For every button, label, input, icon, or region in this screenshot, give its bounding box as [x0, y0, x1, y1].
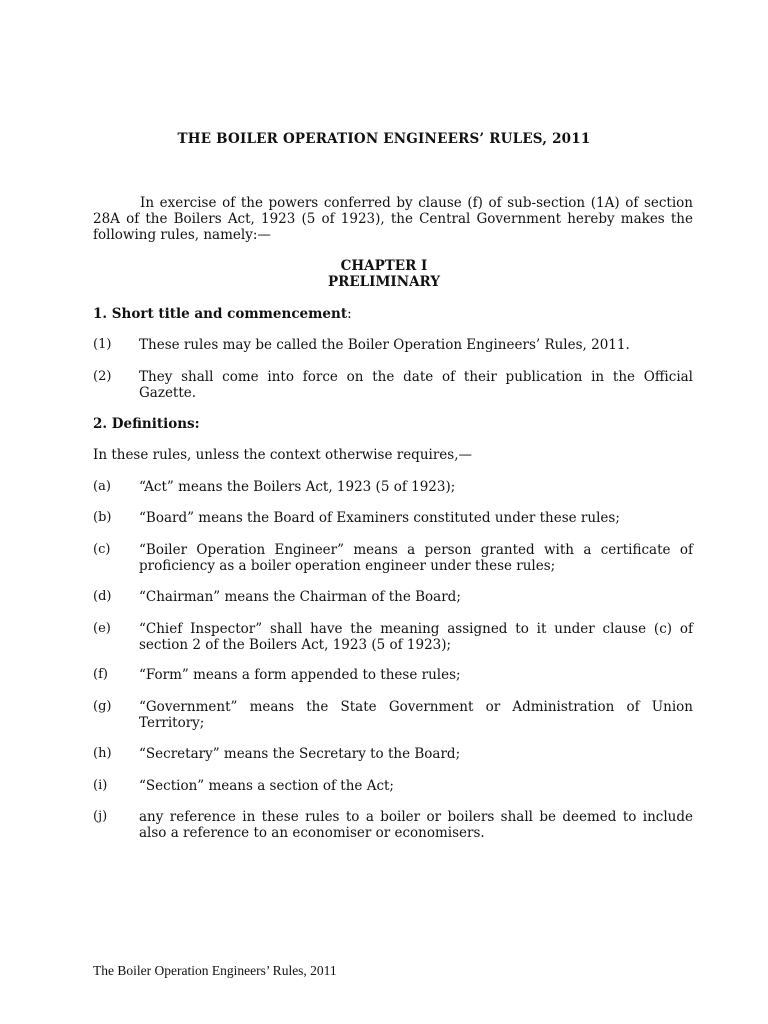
- item-text: “Board” means the Board of Examiners constituted under these rules;: [139, 510, 620, 526]
- rule-item-2: [93, 369, 693, 401]
- definition-item-j: [93, 809, 693, 841]
- item-label: (f): [93, 667, 108, 682]
- item-text: “Form” means a form appended to these rules;: [139, 667, 461, 683]
- definition-item-d: [93, 589, 693, 605]
- item-text: “Act” means the Boilers Act, 1923 (5 of 1923);: [139, 479, 456, 495]
- item-label: (b): [93, 510, 112, 525]
- definition-item-a: [93, 479, 693, 495]
- chapter-number: CHAPTER I: [340, 258, 428, 274]
- section-1-heading-colon: :: [347, 306, 352, 322]
- item-text: “Chairman” means the Chairman of the Board;: [139, 589, 461, 605]
- item-text: They shall come into force on the date of their publication in the Official Gazette.: [139, 369, 693, 401]
- item-text: “Boiler Operation Engineer” means a person granted with a certificate of proficiency as a boiler operation engineer under these rules;: [139, 542, 693, 574]
- definition-item-f: [93, 667, 693, 683]
- preamble-paragraph: In exercise of the powers conferred by clause (f) of sub-section (1A) of section 28A of the Boilers Act, 1923 (5 of 1923), the Central Government hereby makes the following rules, namely:—: [93, 195, 693, 243]
- item-label: (h): [93, 746, 112, 761]
- item-label: (1): [93, 337, 112, 352]
- definition-item-i: [93, 778, 693, 794]
- section-1-heading: [93, 306, 693, 322]
- definition-item-c: [93, 542, 693, 574]
- item-label: (2): [93, 369, 112, 384]
- item-text: “Secretary” means the Secretary to the Board;: [139, 746, 461, 762]
- section-2-heading: 2. Definitions:: [93, 416, 200, 432]
- item-text: “Section” means a section of the Act;: [139, 778, 394, 794]
- definition-item-g: [93, 699, 693, 731]
- item-label: (i): [93, 778, 108, 793]
- item-label: (g): [93, 699, 112, 714]
- item-text: “Government” means the State Government or Administration of Union Territory;: [139, 699, 693, 731]
- chapter-title: PRELIMINARY: [328, 274, 440, 290]
- section-1-heading-text: 1. Short title and commencement: [93, 306, 348, 322]
- item-label: (e): [93, 621, 111, 636]
- item-text: any reference in these rules to a boiler or boilers shall be deemed to include also a reference to an economiser or economisers.: [139, 809, 693, 841]
- item-text: “Chief Inspector” shall have the meaning assigned to it under clause (c) of section 2 of the Boilers Act, 1923 (5 of 1923);: [139, 621, 693, 653]
- item-label: (a): [93, 479, 111, 494]
- definition-item-e: [93, 621, 693, 653]
- rule-item-1: [93, 337, 693, 353]
- page-footer: The Boiler Operation Engineers’ Rules, 2011: [93, 963, 337, 978]
- item-label: (j): [93, 809, 108, 824]
- item-text: These rules may be called the Boiler Operation Engineers’ Rules, 2011.: [139, 337, 630, 353]
- definition-item-b: [93, 510, 693, 526]
- document-title: THE BOILER OPERATION ENGINEERS’ RULES, 2011: [177, 131, 591, 147]
- definition-item-h: [93, 746, 693, 762]
- definitions-intro: In these rules, unless the context otherwise requires,—: [93, 447, 473, 463]
- item-label: (d): [93, 589, 112, 604]
- item-label: (c): [93, 542, 111, 557]
